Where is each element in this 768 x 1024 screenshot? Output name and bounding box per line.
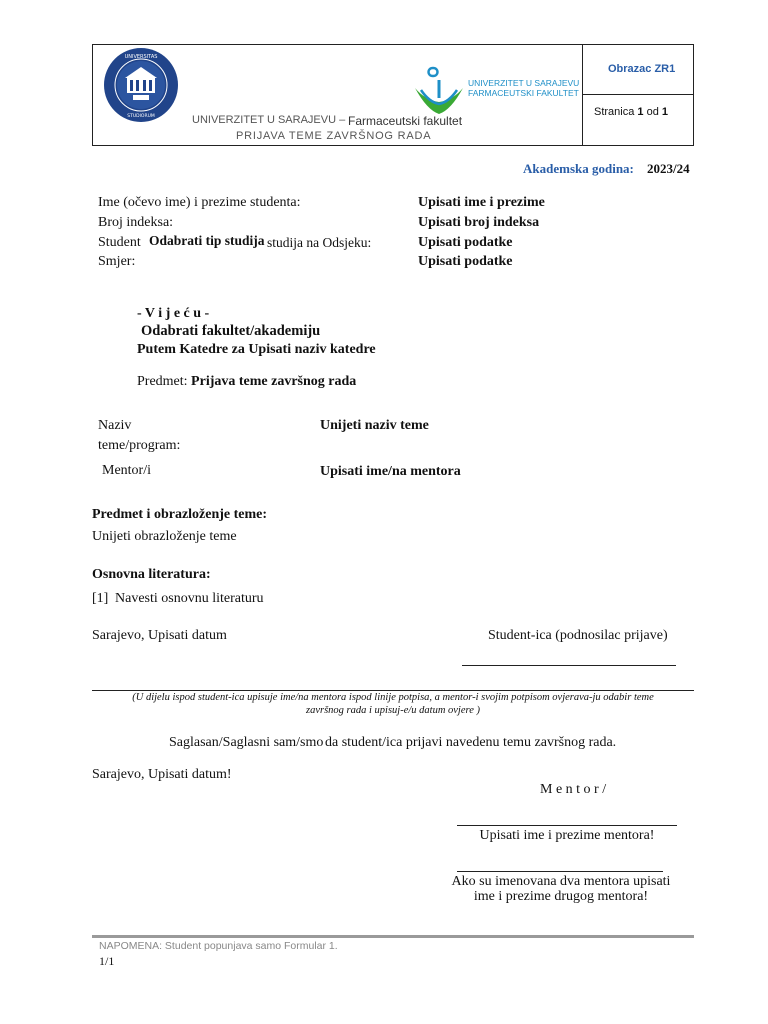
subject-line (137, 374, 356, 390)
svg-text:STUDIORUM: STUDIORUM (127, 114, 155, 119)
rationale-heading: Predmet i obrazloženje teme: (92, 507, 268, 522)
faculty-name: Farmaceutski fakultet (348, 114, 463, 128)
footer-note: NAPOMENA: Student popunjava samo Formular 1. (99, 940, 338, 952)
mentor1-signature-line[interactable] (457, 825, 677, 826)
university-seal-logo (103, 47, 179, 123)
faculty-logo-icon (413, 66, 465, 116)
mentor2-signature-line[interactable] (457, 871, 663, 872)
major-field[interactable]: Upisati podatke (418, 254, 513, 269)
page-indicator (594, 106, 668, 118)
study-type-dropdown[interactable]: Odabrati tip studija (149, 233, 265, 248)
footer-page-number: 1/1 (99, 954, 115, 968)
consent-text: da student/ica prijavi navedenu temu završnog rada. (325, 735, 617, 750)
header-divider (582, 44, 583, 146)
footer-rule (92, 935, 694, 938)
mentor-note-line1: (U dijelu ispod student-ica upisuje ime/na mentora ispod linije potpisa, a mentor-i svojim potpisom ovjerava-ju odabir teme (132, 692, 654, 703)
academic-year-value[interactable]: 2023/24 (647, 161, 690, 176)
mentor-place-date[interactable]: Sarajevo, Upisati datum! (92, 767, 232, 782)
student-signature-line[interactable] (462, 665, 676, 666)
index-number-label: Broj indeksa: (98, 215, 174, 230)
mentor-section-divider (92, 690, 694, 691)
topic-name-label-line1: Naziv (98, 418, 132, 433)
consent-prefix[interactable]: Saglasan/Saglasni sam/smo (169, 735, 323, 750)
department-line[interactable]: Putem Katedre za Upisati naziv katedre (137, 342, 376, 357)
form-code: Obrazac ZR1 (608, 63, 676, 75)
faculty-select[interactable]: Odabrati fakultet/akademiju (141, 323, 321, 339)
student-name-field[interactable]: Upisati ime i prezime (418, 195, 545, 210)
department-field[interactable]: Upisati podatke (418, 235, 513, 250)
page-of: od (646, 106, 659, 118)
rationale-field[interactable]: Unijeti obrazloženje teme (92, 529, 237, 544)
form-title: PRIJAVA TEME ZAVRŠNOG RADA (236, 130, 432, 142)
literature-field[interactable]: Navesti osnovnu literaturu (115, 591, 264, 606)
literature-heading: Osnovna literatura: (92, 567, 211, 582)
council-heading: - V i j e ć u - (137, 306, 210, 321)
university-name: UNIVERZITET U SARAJEVU – (192, 114, 346, 126)
study-type-label-prefix: Student (98, 235, 141, 250)
page-label: Stranica (594, 106, 635, 118)
student-signer-label: Student-ica (podnosilac prijave) (488, 628, 668, 643)
mentor-label: Mentor/i (102, 463, 151, 478)
index-number-field[interactable]: Upisati broj indeksa (418, 215, 540, 230)
topic-name-label-line2: teme/program: (98, 438, 181, 453)
page-current: 1 (637, 106, 644, 118)
page-total: 1 (661, 106, 669, 118)
mentor-field[interactable]: Upisati ime/na mentora (320, 464, 461, 479)
subject-value: Prijava teme završnog rada (191, 374, 357, 389)
topic-name-field[interactable]: Unijeti naziv teme (320, 418, 429, 433)
academic-year-label: Akademska godina: (523, 161, 634, 176)
student-place-date[interactable]: Sarajevo, Upisati datum (92, 628, 227, 643)
major-label: Smjer: (98, 254, 136, 269)
student-name-label: Ime (očevo ime) i prezime studenta: (98, 195, 301, 210)
mentor2-name-hint-line1[interactable]: Ako su imenovana dva mentora upisati (451, 874, 671, 889)
mentor-title: M e n t o r / (540, 782, 607, 797)
logo-right-line1: UNIVERZITET U SARAJEVU (468, 78, 580, 88)
mentor1-name-hint[interactable]: Upisati ime i prezime mentora! (479, 828, 655, 843)
literature-index: [1] (92, 591, 109, 606)
logo-right-line2: FARMACEUTSKI FAKULTET (468, 88, 579, 98)
subject-label: Predmet: (137, 374, 188, 389)
svg-text:UNIVERSITAS: UNIVERSITAS (124, 54, 158, 60)
header-cell-divider (582, 94, 694, 95)
study-type-label-suffix: studija na Odsjeku: (267, 235, 372, 250)
mentor-note-line2: završnog rada i upisuj-e/u datum ovjere ) (305, 705, 480, 716)
mentor2-name-hint-line2[interactable]: ime i prezime drugog mentora! (473, 889, 649, 904)
